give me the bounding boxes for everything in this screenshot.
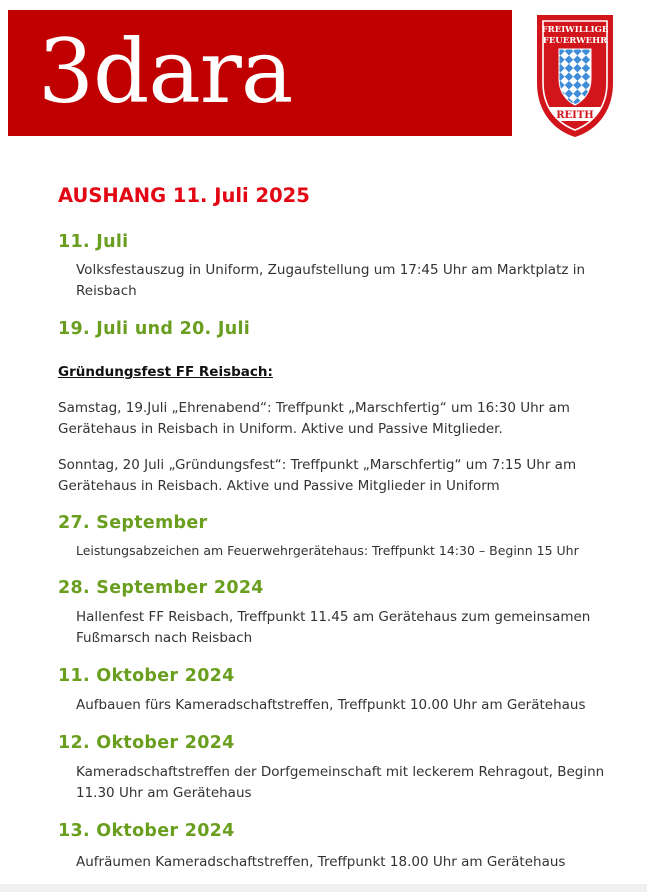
logo-top-text: FREIWILLIGE (541, 25, 609, 35)
event-description: Leistungsabzeichen am Feuerwehrgerätehaus: Treffpunkt 14:30 – Beginn 15 Uhr (76, 543, 579, 558)
event-subheading: Gründungsfest FF Reisbach: (58, 364, 273, 380)
event-date: 28. September 2024 (58, 578, 264, 598)
event-section (58, 230, 638, 302)
event-description: Hallenfest FF Reisbach, Treffpunkt 11.45 am Gerätehaus zum gemeinsamen Fußmarsch nach Reisbach (76, 609, 591, 646)
event-section (58, 664, 638, 716)
event-paragraph: Sonntag, 20 Juli „Gründungsfest“: Treffpunkt „Marschfertig“ um 7:15 Uhr am Gerätehaus in Reisbach. Aktive und Passive Mitglieder in Uniform (58, 457, 577, 494)
logo-bottom-text: REITH (556, 110, 594, 121)
banner-title: 3dara (38, 20, 293, 123)
event-paragraph: Samstag, 19.Juli „Ehrenabend“: Treffpunkt „Marschfertig“ um 16:30 Uhr am Gerätehaus in Reisbach in Uniform. Aktive und Passive Mitglieder. (58, 400, 570, 437)
fire-brigade-emblem-icon (535, 13, 615, 139)
event-date: 19. Juli und 20. Juli (58, 319, 251, 339)
event-date: 27. September (58, 513, 208, 533)
event-description: Aufbauen fürs Kameradschaftstreffen, Treffpunkt 10.00 Uhr am Gerätehaus (76, 697, 586, 713)
event-section (58, 576, 638, 649)
event-section (58, 317, 638, 497)
event-date: 12. Oktober 2024 (58, 733, 235, 753)
logo-middle-text: FEUERWEHR (542, 36, 608, 46)
event-description: Volksfestauszug in Uniform, Zugaufstellung um 17:45 Uhr am Marktplatz in Reisbach (76, 262, 586, 299)
event-section (58, 511, 638, 561)
bottom-edge (0, 884, 647, 892)
header-banner (8, 10, 512, 136)
event-date: 11. Oktober 2024 (58, 666, 235, 686)
event-section (58, 819, 638, 873)
event-date: 11. Juli (58, 232, 129, 252)
event-section (58, 731, 638, 804)
event-description: Aufräumen Kameradschaftstreffen, Treffpunkt 18.00 Uhr am Gerätehaus (76, 854, 566, 870)
event-description: Kameradschaftstreffen der Dorfgemeinschaft mit leckerem Rehragout, Beginn 11.30 Uhr am Gerätehaus (76, 764, 605, 801)
page-title: AUSHANG 11. Juli 2025 (58, 184, 310, 207)
event-date: 13. Oktober 2024 (58, 821, 235, 841)
notice-content (58, 180, 638, 873)
